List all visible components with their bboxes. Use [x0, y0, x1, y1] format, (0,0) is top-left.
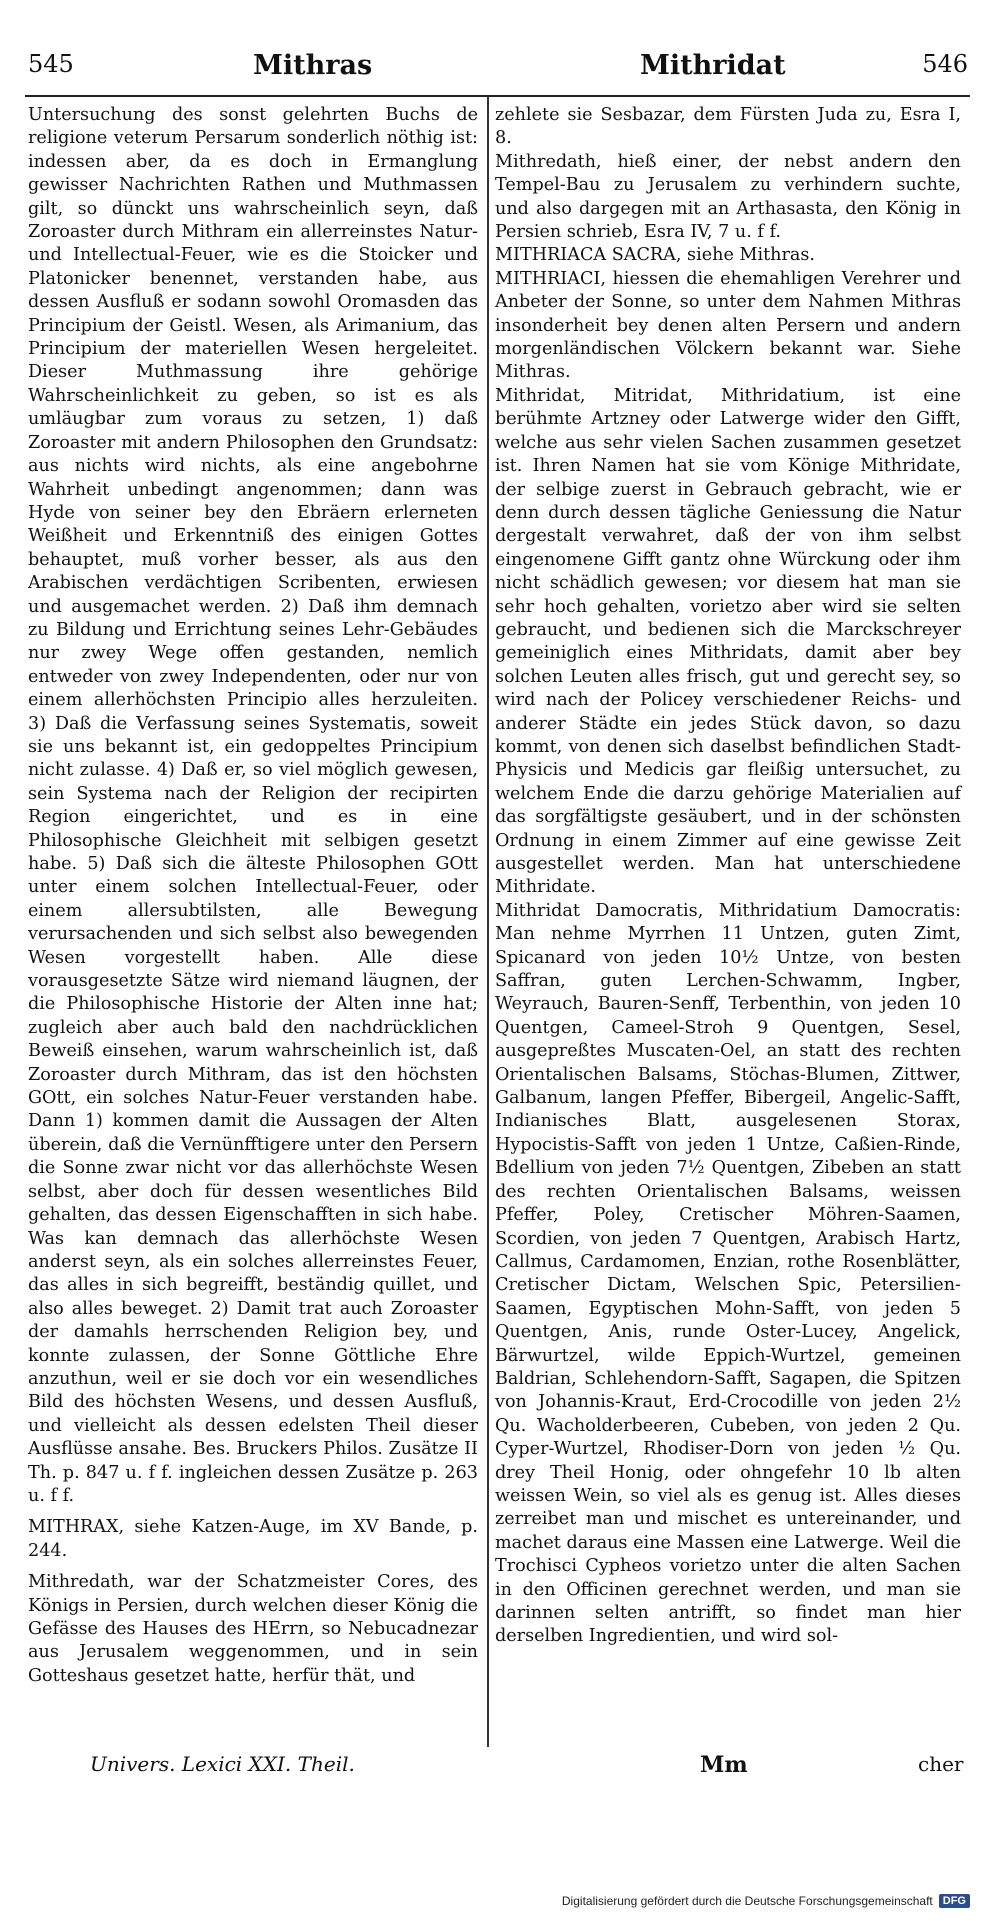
digitization-credit — [562, 1894, 970, 1908]
entry-mithredath-2: Mithredath, hieß einer, der nebst andern den Tempel-Bau zu Jerusalem zu verhindern suchte, und also dargegen mit an Arthasasta, den König in Persien schrieb, Esra IV, 7 u. f f. — [495, 151, 961, 243]
page-number-left: 545 — [28, 50, 74, 78]
running-head-right: Mithridat — [640, 50, 786, 81]
credit-text: Digitalisierung gefördert durch die Deutsche Forschungsgemeinschaft — [561, 1894, 933, 1908]
entry-mithridat-damocratis: Mithridat Damocratis, Mithridatium Damocratis: Man nehme Myrrhen 11 Untzen, guten Zimt, Spicanard von jeden 10½ Untze, von besten Saffran, guten Lerchen-Schwamm, Ingber, Weyrauch, Bauren-Senff, Terbenthin, von jeden 10 Quentgen, Cameel-Stroh 9 Quentgen, Sesel, ausgepreßtes Muscaten-Oel, an statt des rechten Orientalischen Balsams, Stöchas-Blumen, Zittwer, Galbanum, langen Pfeffer, Bibergeil, Angelic-Safft, Indianisches Blatt, ausgelesenen Storax, Hypocistis-Safft von jeden 1 Untze, Caßien-Rinde, Bdellium von jeden 7½ Quentgen, Zibeben an statt des rechten Orientalischen Balsams, weissen Pfeffer, Poley, Cretischer Möhren-Saamen, Scordien, von jeden 7 Quentgen, Arabisch Hartz, Callmus, Cardamomen, Enzian, rothe Rosenblätter, Cretischer Dictam, Welschen Spic, Petersilien-Saamen, Egyptischen Mohn-Safft, von jeden 5 Quentgen, Anis, runde Oster-Lucey, Angelick, Bärwurtzel, wilde Eppich-Wurtzel, gemeinen Baldrian, Schlehendorn-Safft, Sagapen, die Spitzen von Johannis-Kraut, Erd-Crocodille von jeden 2½ Qu. Wacholderbeeren, Cubeben, von jeden 2 Qu. Cyper-Wurtzel, Rhodiser-Dorn von jeden ½ Qu. drey Theil Honig, oder ohngefehr 10 lb alten weissen Wein, so viel als es genug ist. Alles dieses zerreibet man und mischet es untereinander, und machet daraus eine Massen eine Latwerge. Weil die Trochisci Cypheos vorietzo unter die alten Sachen in den Officinen gerechnet werden, und man sie darinnen selten antrifft, so findet man hier derselben Ingredientien, und wird sol- — [495, 900, 961, 1647]
left-column — [28, 104, 478, 1688]
running-head-left: Mithras — [253, 50, 373, 81]
entry-continuation: zehlete sie Sesbazar, dem Fürsten Juda zu, Esra I, 8. — [495, 105, 961, 149]
entry-mithredath-1: Mithredath, war der Schatzmeister Cores, des Königs in Persien, durch welchen dieser König die Gefässe des Hauses des HErrn, so Nebucadnezar aus Jerusalem weggenommen, und in sein Gotteshaus gesetzet hatte, herfür thät, und — [28, 1572, 478, 1686]
page-header — [28, 50, 968, 90]
signature-mark: Mm — [700, 1752, 748, 1778]
entry-mithriaca-sacra: MITHRIACA SACRA, siehe Mithras. — [495, 245, 816, 266]
header-rule — [25, 95, 970, 97]
entry-mithridat: Mithridat, Mitridat, Mithridatium, ist eine berühmte Artzney oder Latwerge wider den Gifft, welche aus sehr vielen Sachen zusammen gesetzet ist. Ihren Namen hat sie vom Könige Mithridate, der selbige zuerst in Gebrauch gebracht, wie er denn durch dessen tägliche Geniessung die Natur dergestalt verwahret, daß der von ihm selbst eingenomene Gifft gantz ohne Würckung oder ihm nicht schädlich gewesen; vor diesem hat man sie sehr hoch gehalten, vorietzo aber wird sie selten gebraucht, und bedienen sich die Marckschreyer gemeiniglich eines Mithridats, damit aber bey solchen Leuten alles frisch, gut und gerecht sey, so wird nach der Policey verschiedener Reichs- und anderer Städte ein jedes Stück davon, so dazu kommt, von denen sich daselbst befindlichen Stadt-Physicis und Medicis gar fleißig untersuchet, zu welchem Ende die darzu gehörige Materialien auf das sorgfältigste gesäubert, und in der schönsten Ordnung in einem Zimmer auf eine gewisse Zeit ausgestellet werden. Man hat unterschiedene Mithridate. — [495, 385, 961, 898]
entry-mithrax: MITHRAX, siehe Katzen-Auge, im XV Bande, p. 244. — [28, 1517, 478, 1561]
dfg-logo: DFG — [939, 1894, 970, 1908]
signature-line: Univers. Lexici XXI. Theil. — [90, 1752, 355, 1776]
catchword: cher — [918, 1752, 964, 1776]
entry-mithriaci: MITHRIACI, hiessen die ehemahligen Verehrer und Anbeter der Sonne, so unter dem Nahmen Mithras insonderheit bey denen alten Persern und andern morgenländischen Völckern bekannt war. Siehe Mithras. — [495, 268, 961, 383]
entry-paragraph: Untersuchung des sonst gelehrten Buchs de religione veterum Persarum sonderlich nöthig ist: indessen aber, da es doch in Ermanglung gewisser Nachrichten Rathen und Muthmassen gilt, so dünckt uns wahrscheinlich seyn, daß Zoroaster durch Mithram ein allerreinstes Natur- und Intellectual-Feuer, wie es die Stoicker und Platonicker benennet, verstanden habe, aus dessen Ausfluß er sodann sowohl Oromasden das Principium der Geistl. Wesen, als Arimanium, das Principium der materiellen Wesen hergeleitet. Dieser Muthmassung ihre gehörige Wahrscheinlichkeit zu geben, so ist es als umläugbar zum voraus zu setzen, 1) daß Zoroaster mit andern Philosophen den Grundsatz: aus nichts wird nichts, als eine angebohrne Wahrheit unbedingt angenommen; dann was Hyde von seiner bey den Ebräern erlerneten Weißheit und Erkenntniß des einigen Gottes behauptet, muß vorher besser, als aus den Arabischen verdächtigen Scribenten, erwiesen und ausgemachet werden. 2) Daß ihm demnach zu Bildung und Errichtung seines Lehr-Gebäudes nur zwey Wege offen gestanden, nemlich entweder von zwey Independenten, oder nur von einem allerhöchsten Principio alles herzuleiten. 3) Daß die Verfassung seines Systematis, soweit sie uns bekannt ist, ein gedoppeltes Principium nicht zulasse. 4) Daß er, so viel möglich gewesen, sein Systema nach der Religion der recipirten Region eingerichtet, und es in eine Philosophische Gleichheit mit selbigen gesetzt habe. 5) Daß sich die älteste Philosophen GOtt unter einem solchen Intellectual-Feuer, oder einem allersubtilsten, alle Bewegung verursachenden und sich selbst also bewegenden Wesen vorgestellt haben. Alle diese vorausgesetzte Sätze wird niemand läugnen, der die Philosophische Historie der Alten inne hat; zugleich aber auch bald den nachdrücklichen Beweiß einsehen, warum wahrscheinlich ist, daß Zoroaster durch Mithram, das ist den höchsten GOtt, ein solches Natur-Feuer verstanden habe. Dann 1) kommen damit die Aussagen der Alten überein, daß die Vernünfftigere unter den Persern die Sonne zwar nicht vor das allerhöchste Wesen selbst, aber doch für dessen wesentliches Bild gehalten, das dessen Eigenschafften in sich habe. Was kan demnach das allerhöchste Wesen anderst seyn, als ein solches allerreinstes Feuer, das alles in sich begreifft, beständig quillet, und also alles beweget. 2) Damit trat auch Zoroaster der damahls herrschenden Religion bey, und konnte zulassen, der Sonne Göttliche Ehre anzuthun, weil er sie doch vor ein wesendliches Bild des höchsten Wesens, und dessen Ausfluß, und vielleicht als dessen edelsten Theil dieser Ausflüsse ansahe. Bes. Bruckers Philos. Zusätze II Th. p. 847 u. f f. ingleichen dessen Zusätze p. 263 u. f f. — [28, 105, 478, 1506]
page-number-right: 546 — [922, 50, 968, 78]
column-divider — [487, 97, 489, 1747]
right-column — [495, 104, 961, 1649]
